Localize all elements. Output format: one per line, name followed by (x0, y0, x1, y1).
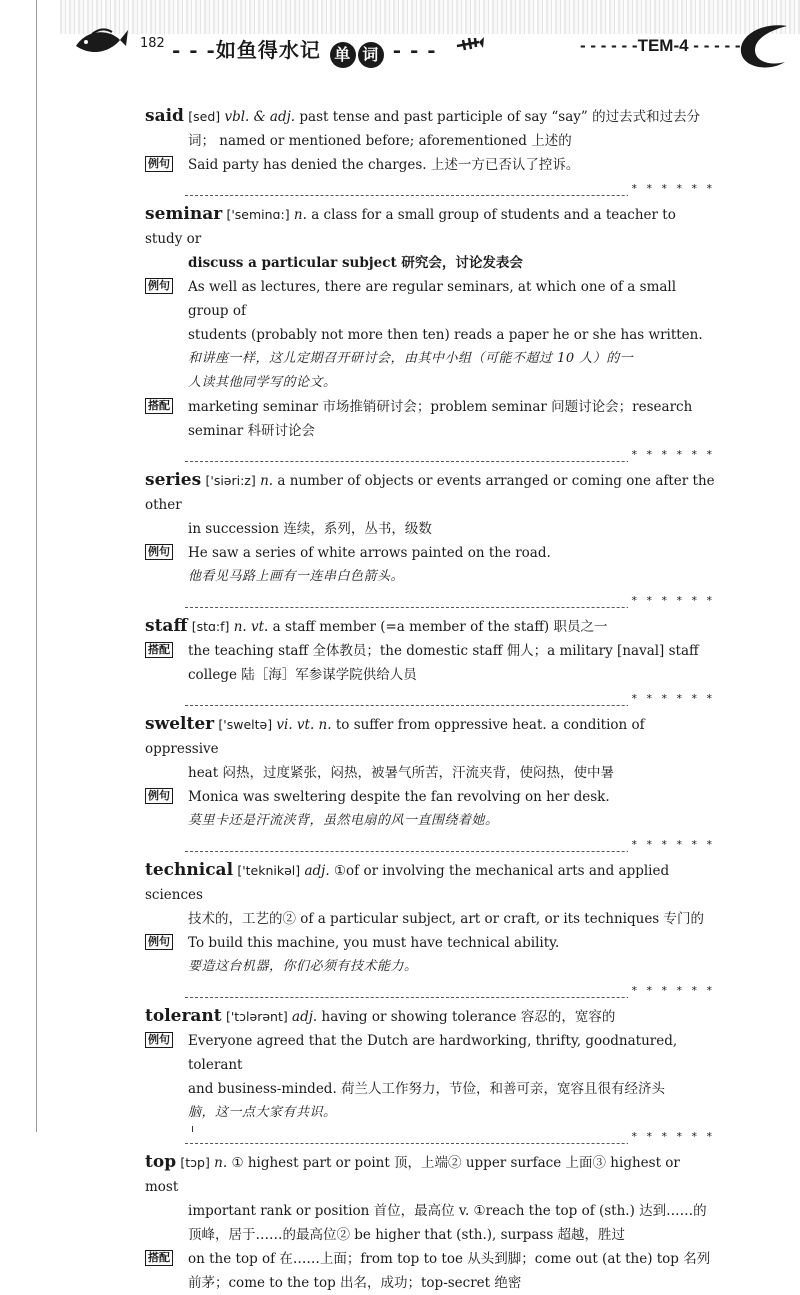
headword: swelter (145, 714, 215, 734)
example-translation: 要造这台机器，你们必须有技术能力。 (188, 959, 418, 974)
example-block (145, 785, 715, 833)
example-tag: 例句 (145, 544, 173, 560)
entry-series (145, 468, 715, 608)
part-of-speech: n. (260, 473, 274, 489)
headword: tolerant (145, 1006, 222, 1026)
entry-separator (185, 445, 715, 462)
example-tag: 例句 (145, 1032, 173, 1048)
collocation-tag: 搭配 (145, 398, 173, 414)
entry-said (145, 104, 715, 196)
definition-continuation: 词； named or mentioned before; aforementioned 上述的 (188, 133, 572, 149)
definition-text: a class for a small group of students and a teacher to study or (145, 207, 676, 247)
entry-top (145, 1150, 715, 1295)
collocation-block (145, 395, 715, 443)
definition-continuation: important rank or position 首位，最高位 v. ①reach the top of (sth.) 达到……的 (188, 1203, 707, 1219)
example-line: As well as lectures, there are regular seminars, at which one of a small group of (188, 279, 677, 319)
entry-definition (145, 1150, 715, 1199)
header-dashes: - - - (392, 38, 437, 62)
example-line: He saw a series of white arrows painted on the road. (188, 545, 551, 561)
example-block (145, 153, 715, 177)
phonetic: ['sweltə] (218, 717, 273, 732)
part-of-speech: adj. (292, 1009, 318, 1025)
fish-icon (72, 24, 128, 64)
definition-continuation: 技术的，工艺的② of a particular subject, art or craft, or its techniques 专门的 (188, 911, 705, 927)
collocation-line: the teaching staff 全体教员；the domestic staff 佣人；a military [naval] staff (188, 643, 699, 659)
series-title-text: - - -如鱼得水记 (172, 38, 321, 62)
headword: top (145, 1152, 177, 1172)
difficulty-stars: * * * * * * (628, 979, 715, 1003)
example-translation: 脑，这一点大家有共识。 (188, 1105, 337, 1120)
example-tag: 例句 (145, 278, 173, 294)
phonetic: ['seminɑ:] (226, 207, 290, 222)
headword: series (145, 470, 202, 490)
entry-staff (145, 614, 715, 706)
example-block (145, 1029, 715, 1125)
headword: staff (145, 616, 188, 636)
entry-definition (145, 614, 715, 639)
definition-text: a number of objects or events arranged or coming one after the other (145, 473, 715, 513)
collocation-line: marketing seminar 市场推销研讨会；problem seminar 问题讨论会；research (188, 399, 693, 415)
exam-label: - - - - - -TEM-4 - - - - - (580, 36, 741, 55)
difficulty-stars: * * * * * * (628, 833, 715, 857)
definition-continuation: discuss a particular subject 研究会，讨论发表会 (188, 255, 523, 271)
collocation-block (145, 639, 715, 687)
collocation-line: seminar 科研讨论会 (188, 423, 316, 439)
part-of-speech: n. (214, 1155, 228, 1171)
phonetic: [sed] (188, 109, 221, 124)
entry-technical (145, 858, 715, 998)
entry-seminar (145, 202, 715, 462)
entry-swelter (145, 712, 715, 852)
definition-continuation: heat 闷热，过度紧张，闷热，被暑气所苦，汗流夹背，使闷热，使中暑 (188, 765, 614, 781)
example-tag: 例句 (145, 934, 173, 950)
example-translation: 和讲座一样，这儿定期召开研讨会，由其中小组（可能不超过 10 人）的一 (188, 351, 634, 366)
fish-bone-icon (455, 32, 485, 56)
collocation-line: 前茅；come to the top 出名，成功；top-secret 绝密 (188, 1275, 522, 1291)
entry-separator (185, 591, 715, 608)
phonetic: [tɔp] (180, 1155, 210, 1170)
header-texture (60, 0, 800, 34)
example-tag: 例句 (145, 788, 173, 804)
badge-char-2: 词 (358, 42, 384, 68)
example-translation: 他看见马路上画有一连串白色箭头。 (188, 569, 405, 584)
entry-separator (185, 179, 715, 196)
phonetic: ['tɔlərənt] (225, 1009, 288, 1024)
headword: said (145, 106, 184, 126)
collocation-line: college 陆［海］军参谋学院供给人员 (188, 667, 417, 683)
definition-text: a staff member (=a member of the staff) 职员之一 (272, 619, 608, 635)
page-mark (192, 1126, 193, 1132)
page-spine-line (36, 0, 37, 1132)
headword: technical (145, 860, 234, 880)
difficulty-stars: * * * * * * (628, 443, 715, 467)
example-translation: 莫里卡还是汗流浃背，虽然电扇的风一直围绕着她。 (188, 813, 499, 828)
example-block (145, 275, 715, 395)
example-line: Monica was sweltering despite the fan revolving on her desk. (188, 789, 610, 805)
part-of-speech: vbl. & adj. (224, 109, 296, 125)
example-line: and business-minded. 荷兰人工作努力，节俭，和善可亲，宽容且很有经济头 (188, 1081, 666, 1097)
difficulty-stars: * * * * * * (628, 1125, 715, 1149)
example-line: To build this machine, you must have technical ability. (188, 935, 560, 951)
example-line: students (probably not more then ten) reads a paper he or she has written. (188, 327, 703, 343)
entry-tolerant (145, 1004, 715, 1144)
entry-definition (145, 202, 715, 251)
example-block (145, 541, 715, 589)
phonetic: [stɑ:f] (191, 619, 230, 634)
part-of-speech: n. (293, 207, 307, 223)
collocation-line: on the top of 在……上面；from top to toe 从头到脚；come out (at the) top 名列 (188, 1251, 711, 1267)
entry-definition (145, 468, 715, 517)
definition-continuation: 顶峰，居于……的最高位② be higher that (sth.), surpass 超越，胜过 (188, 1227, 626, 1243)
entry-definition (145, 858, 715, 907)
definition-text: past tense and past participle of say “say” 的过去式和过去分 (299, 109, 701, 125)
entry-definition (145, 712, 715, 761)
example-translation: 人读其他同学写的论文。 (188, 375, 337, 390)
definition-text: to suffer from oppressive heat. a condition of oppressive (145, 717, 645, 757)
entry-separator (185, 689, 715, 706)
page-header (60, 22, 790, 74)
entry-separator (185, 1127, 715, 1144)
example-tag: 例句 (145, 156, 173, 172)
difficulty-stars: * * * * * * (628, 177, 715, 201)
difficulty-stars: * * * * * * (628, 589, 715, 613)
definition-text: having or showing tolerance 容忍的，宽容的 (321, 1009, 616, 1025)
example-line: Said party has denied the charges. 上述一方已否认了控诉。 (188, 157, 580, 173)
entry-separator (185, 981, 715, 998)
entry-definition (145, 1004, 715, 1029)
entry-separator (185, 835, 715, 852)
definition-text: ①of or involving the mechanical arts and applied sciences (145, 863, 670, 903)
collocation-tag: 搭配 (145, 642, 173, 658)
example-line: Everyone agreed that the Dutch are hardworking, thrifty, goodnatured, tolerant (188, 1033, 678, 1073)
collocation-tag: 搭配 (145, 1250, 173, 1266)
collocation-block (145, 1247, 715, 1295)
phonetic: ['siəri:z] (205, 473, 256, 488)
page-number: 182 (140, 36, 165, 51)
difficulty-stars: * * * * * * (628, 687, 715, 711)
headword: seminar (145, 204, 223, 224)
vocabulary-list (145, 104, 715, 1295)
example-block (145, 931, 715, 979)
book-series-title (172, 34, 437, 68)
part-of-speech: adj. (304, 863, 330, 879)
wave-swirl-icon (725, 22, 795, 74)
entry-definition (145, 104, 715, 129)
part-of-speech: n. vt. (233, 619, 269, 635)
definition-text: ① highest part or point 顶，上端② upper surface 上面③ highest or most (145, 1155, 680, 1195)
phonetic: ['teknikəl] (237, 863, 301, 878)
part-of-speech: vi. vt. n. (276, 717, 332, 733)
definition-continuation: in succession 连续，系列，丛书，级数 (188, 521, 432, 537)
badge-char-1: 单 (330, 42, 356, 68)
